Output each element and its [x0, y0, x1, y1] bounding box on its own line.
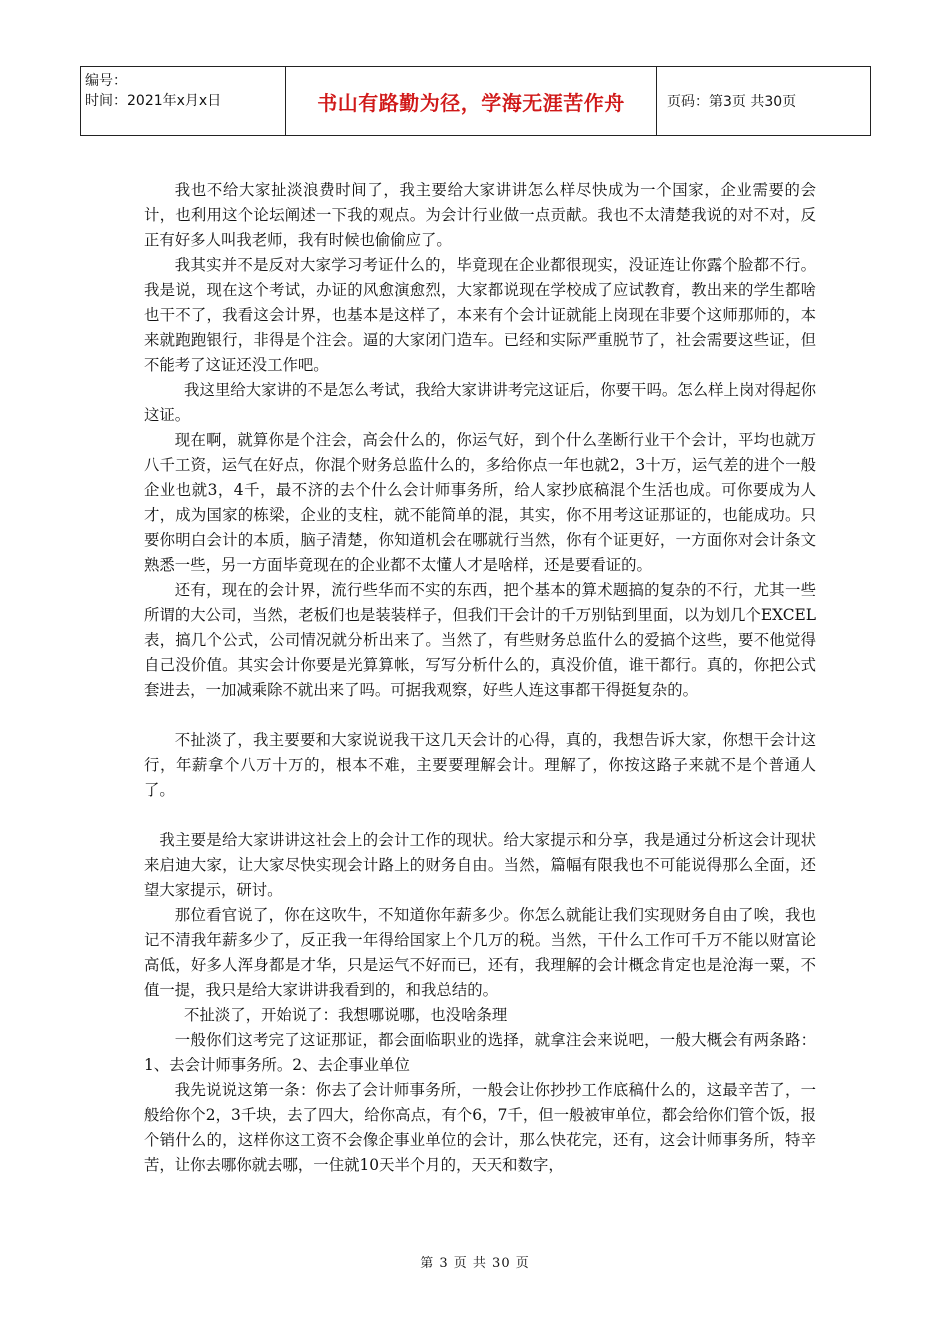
blank-line: [144, 803, 816, 828]
paragraph: 我先说说这第一条：你去了会计师事务所，一般会让你抄抄工作底稿什么的，这最辛苦了，一般给你个2，3千块，去了四大，给你高点，有个6，7千，但一般被审单位，都会给你们管个饭，报个销什么的，这样你这工资不会像企事业单位的会计，那么快花完，还有，这会计师事务所，特辛苦，让你去哪你就去哪，一住就10天半个月的，天天和数字，: [144, 1081, 816, 1174]
paragraph: 我这里给大家讲的不是怎么考试，我给大家讲讲考完这证后，你要干吗。怎么样上岗对得起你这证。: [144, 381, 816, 424]
header-table: [80, 66, 871, 136]
paragraph: 现在啊，就算你是个注会，高会什么的，你运气好，到个什么垄断行业干个会计，平均也就万八千工资，运气在好点，你混个财务总监什么的，多给你点一年也就2，3十万，运气差的进个一般企业也就3，4千，最不济的去个什么会计师事务所，给人家抄底稿混个生活也成。可你要成为人才，成为国家的栋梁，企业的支柱，就不能简单的混，其实，你不用考这证那证的，也能成功。只要你明白会计的本质，脑子清楚，你知道机会在哪就行当然，你有个证更好，一方面你对会计条文熟悉一些，另一方面毕竟现在的企业都不太懂人才是啥样，还是要看证的。: [144, 431, 816, 574]
document-body: [144, 178, 816, 1178]
paragraph: 我主要是给大家讲讲这社会上的会计工作的现状。给大家提示和分享，我是通过分析这会计现状来启迪大家，让大家尽快实现会计路上的财务自由。当然，篇幅有限我也不可能说得那么全面，还望大家提示，研讨。: [144, 831, 816, 899]
paragraph: 不扯淡了，开始说了：我想哪说哪，也没啥条理: [184, 1006, 508, 1024]
paragraph: 不扯淡了，我主要要和大家说说我干这几天会计的心得，真的，我想告诉大家，你想干会计这行，年薪拿个八万十万的，根本不难，主要要理解会计。理解了，你按这路子来就不是个普通人了。: [144, 731, 816, 799]
paragraph: 那位看官说了，你在这吹牛，不知道你年薪多少。你怎么就能让我们实现财务自由了唉，我也记不清我年薪多少了，反正我一年得给国家上个几万的税。当然，干什么工作可千万不能以财富论高低，好多人浑身都是才华，只是运气不好而已，还有，我理解的会计概念肯定也是沧海一粟，不值一提，我只是给大家讲讲我看到的，和我总结的。: [144, 906, 816, 999]
paragraph: 我也不给大家扯淡浪费时间了，我主要给大家讲讲怎么样尽快成为一个国家，企业需要的会计，也利用这个论坛阐述一下我的观点。为会计行业做一点贡献。我也不太清楚我说的对不对，反正有好多人叫我老师，我有时候也偷偷应了。: [144, 181, 816, 249]
header-page-info: 页码：第3页 共30页: [667, 94, 797, 110]
header-meta: [81, 67, 286, 135]
paragraph: 我其实并不是反对大家学习考证什么的，毕竟现在企业都很现实，没证连让你露个脸都不行。我是说，现在这个考试，办证的风愈演愈烈，大家都说现在学校成了应试教育，教出来的学生都啥也干不了，我看这会计界，也基本是这样了，本来有个会计证就能上岗现在非要个这师那师的，本来就跑跑银行，非得是个注会。逼的大家闭门造车。已经和实际严重脱节了，社会需要这些证，但不能考了这证还没工作吧。: [144, 256, 816, 374]
document-date: 时间：2021年x月x日: [85, 93, 222, 109]
header-motto: 书山有路勤为径，学海无涯苦作舟: [286, 67, 657, 135]
paragraph: 还有，现在的会计界，流行些华而不实的东西，把个基本的算术题搞的复杂的不行，尤其一些所谓的大公司，当然，老板们也是装装样子，但我们干会计的千万别钻到里面，以为划几个EXCEL表，搞几个公式，公司情况就分析出来了。当然了，有些财务总监什么的爱搞个这些，要不他觉得自己没价值。其实会计你要是光算算帐，写写分析什么的，真没价值，谁干都行。真的，你把公式套进去，一加减乘除不就出来了吗。可据我观察，好些人连这事都干得挺复杂的。: [144, 581, 816, 699]
blank-line: [144, 703, 816, 728]
paragraph: 一般你们这考完了这证那证，都会面临职业的选择，就拿注会来说吧，一般大概会有两条路：1、去会计师事务所。2、去企事业单位: [144, 1031, 816, 1074]
document-number-label: 编号：: [85, 73, 127, 89]
page-footer: 第 3 页 共 30 页: [420, 1256, 530, 1271]
